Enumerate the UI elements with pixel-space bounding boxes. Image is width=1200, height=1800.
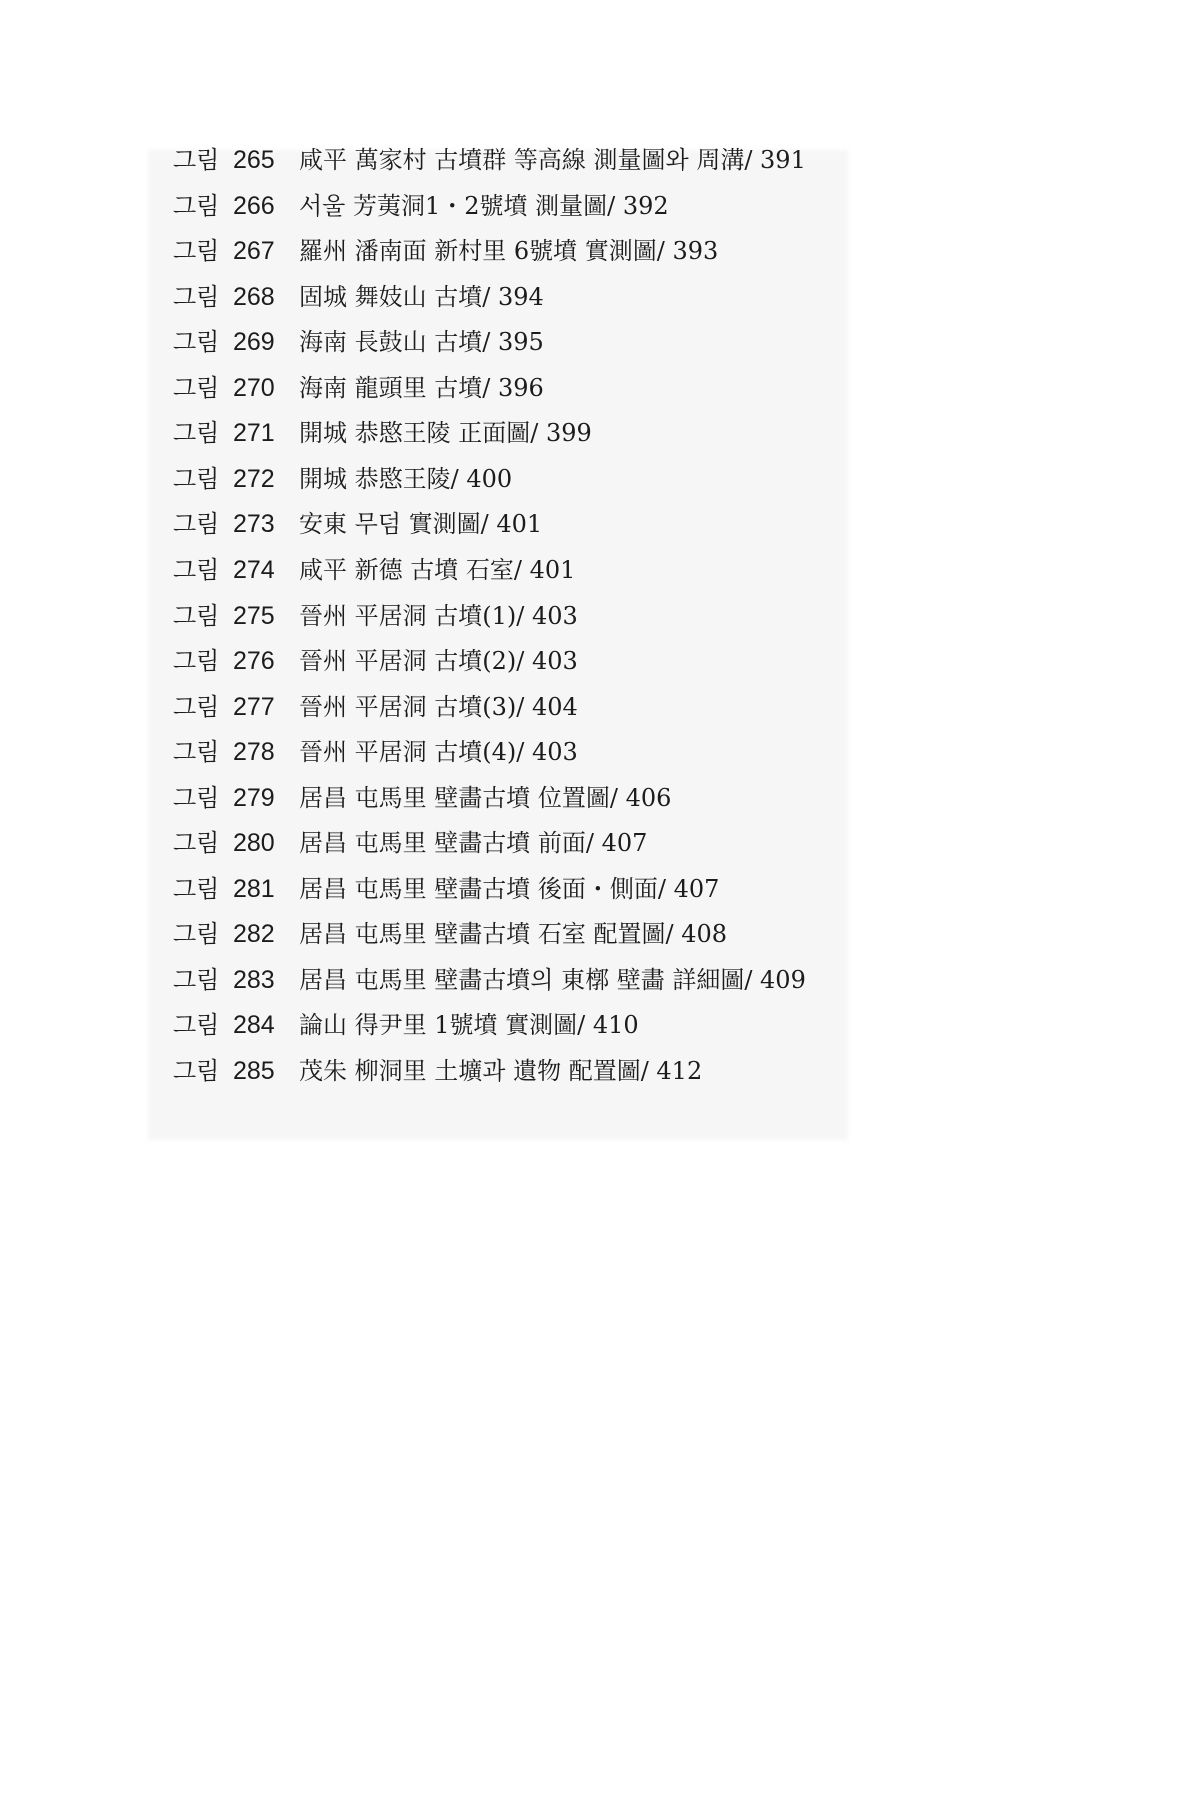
figure-label: 그림	[173, 1011, 220, 1039]
figure-number: 265	[233, 146, 275, 174]
figure-title: 咸平 萬家村 古墳群 等高線 測量圖와 周溝/ 391	[299, 146, 806, 174]
figure-label: 그림	[173, 192, 220, 220]
figure-number: 275	[233, 602, 275, 630]
figure-number: 284	[233, 1011, 275, 1039]
figure-label: 그림	[173, 283, 220, 311]
figure-label: 그림	[173, 328, 220, 356]
figure-title: 居昌 屯馬里 壁畵古墳 石室 配置圖/ 408	[299, 920, 728, 948]
figure-number: 269	[233, 328, 275, 356]
figure-label: 그림	[173, 237, 220, 265]
figure-label: 그림	[173, 510, 220, 538]
figure-title: 居昌 屯馬里 壁畵古墳 後面・側面/ 407	[299, 875, 720, 903]
figure-label: 그림	[173, 784, 220, 812]
figure-label: 그림	[173, 875, 220, 903]
figure-title: 晉州 平居洞 古墳(2)/ 403	[299, 647, 578, 675]
figure-title: 開城 恭愍王陵/ 400	[299, 465, 513, 493]
figure-label: 그림	[173, 602, 220, 630]
figure-number: 277	[233, 693, 275, 721]
figure-label: 그림	[173, 693, 220, 721]
figure-title: 居昌 屯馬里 壁畵古墳의 東槨 壁畵 詳細圖/ 409	[299, 966, 806, 994]
figure-label: 그림	[173, 920, 220, 948]
figure-number: 273	[233, 510, 275, 538]
figure-label: 그림	[173, 146, 220, 174]
figure-title: 海南 龍頭里 古墳/ 396	[299, 374, 544, 402]
figure-label: 그림	[173, 738, 220, 766]
figure-label: 그림	[173, 465, 220, 493]
figure-title: 開城 恭愍王陵 正面圖/ 399	[299, 419, 592, 447]
figure-label: 그림	[173, 1057, 220, 1085]
figure-title: 羅州 潘南面 新村里 6號墳 實測圖/ 393	[299, 237, 719, 265]
figure-title: 居昌 屯馬里 壁畵古墳 前面/ 407	[299, 829, 648, 857]
figure-number: 285	[233, 1057, 275, 1085]
figure-title: 居昌 屯馬里 壁畵古墳 位置圖/ 406	[299, 784, 672, 812]
figure-label: 그림	[173, 419, 220, 447]
figure-title: 海南 長鼓山 古墳/ 395	[299, 328, 544, 356]
figure-number: 266	[233, 192, 275, 220]
figure-label: 그림	[173, 374, 220, 402]
figure-number: 268	[233, 283, 275, 311]
figure-number: 281	[233, 875, 275, 903]
figure-number: 274	[233, 556, 275, 584]
figure-number: 267	[233, 237, 275, 265]
figure-title: 晉州 平居洞 古墳(3)/ 404	[299, 693, 578, 721]
figure-title: 安東 무덤 實測圖/ 401	[299, 510, 543, 538]
figure-title: 서울 芳荑洞1・2號墳 測量圖/ 392	[299, 192, 669, 220]
figure-title: 晉州 平居洞 古墳(1)/ 403	[299, 602, 578, 630]
figure-number: 282	[233, 920, 275, 948]
figure-number: 278	[233, 738, 275, 766]
figure-number: 283	[233, 966, 275, 994]
figure-number: 271	[233, 419, 275, 447]
figure-title: 茂朱 柳洞里 土壙과 遺物 配置圖/ 412	[299, 1057, 703, 1085]
figure-title: 論山 得尹里 1號墳 實測圖/ 410	[299, 1011, 639, 1039]
figure-title: 晉州 平居洞 古墳(4)/ 403	[299, 738, 578, 766]
figure-number: 272	[233, 465, 275, 493]
figure-number: 270	[233, 374, 275, 402]
figure-label: 그림	[173, 829, 220, 857]
figure-number: 280	[233, 829, 275, 857]
figure-label: 그림	[173, 647, 220, 675]
figure-title: 咸平 新德 古墳 石室/ 401	[299, 556, 576, 584]
figure-label: 그림	[173, 556, 220, 584]
figure-number: 279	[233, 784, 275, 812]
figure-title: 固城 舞妓山 古墳/ 394	[299, 283, 544, 311]
figure-label: 그림	[173, 966, 220, 994]
figure-number: 276	[233, 647, 275, 675]
